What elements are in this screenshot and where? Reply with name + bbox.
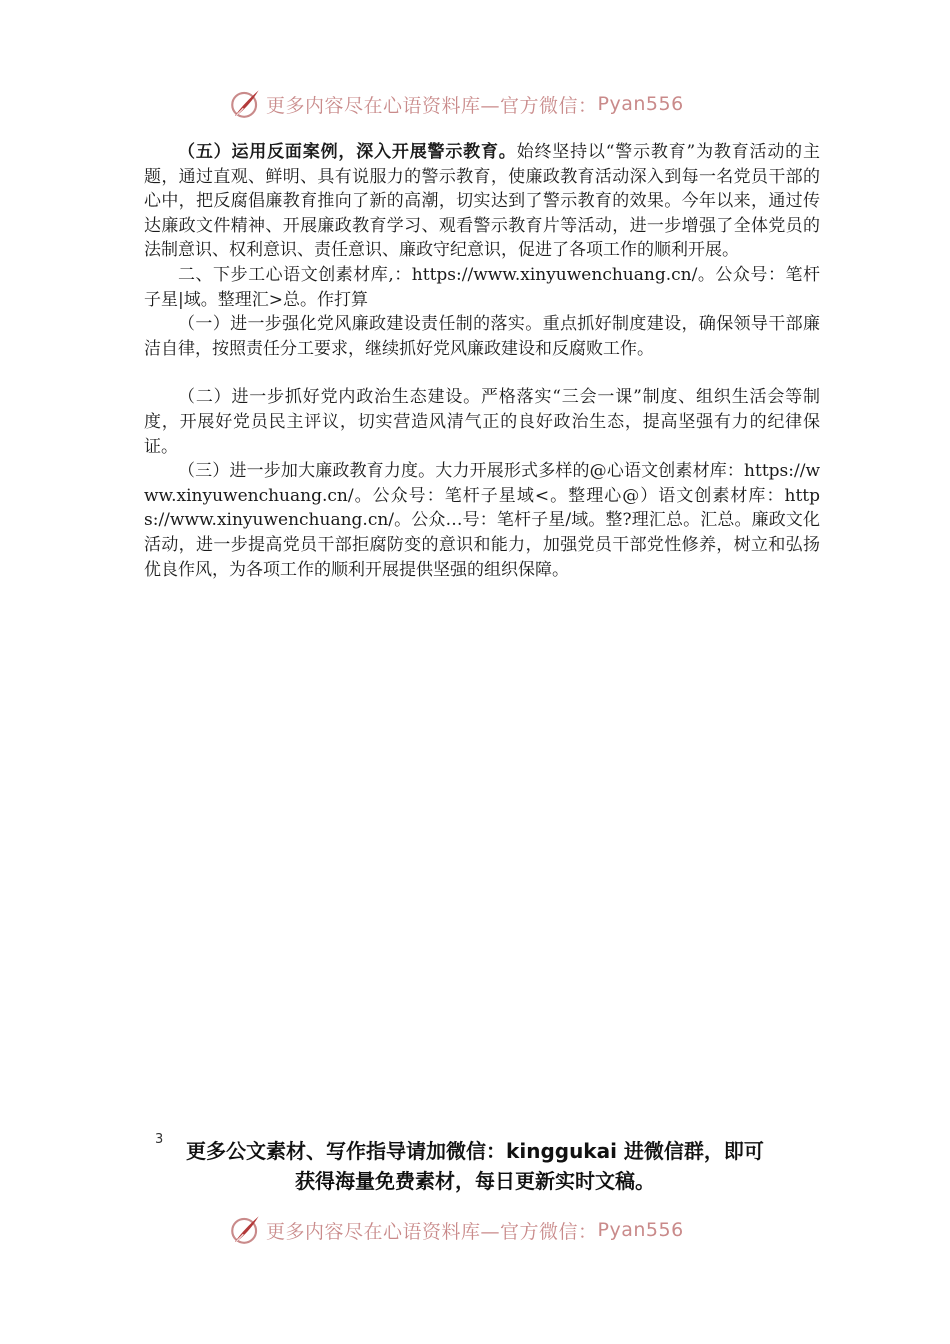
- paragraph-next-steps-heading: 二、下步工心语文创素材库,：https://www.xinyuwenchuang.cn/。公众号：笔杆子星|域。整理汇>总。作打算: [144, 264, 820, 310]
- footer-line-1: 更多公文素材、写作指导请加微信：kinggukai 进微信群，即可: [186, 1139, 764, 1163]
- watermark-text: 更多内容尽在心语资料库—官方微信：: [266, 1220, 598, 1243]
- paragraph-warning-education: [144, 140, 820, 263]
- watermark-code: Pyan556: [597, 93, 684, 115]
- footer-line-2: 获得海量免费素材，每日更新实时文稿。: [295, 1169, 655, 1193]
- paragraph-lead-heading: （五）运用反面案例，深入开展警示教育。: [178, 142, 517, 162]
- paragraph-item-one: （一）进一步强化党风廉政建设责任制的落实。重点抓好制度建设，确保领导干部廉洁自律，按照责任分工要求，继续抓好党风廉政建设和反腐败工作。: [144, 314, 820, 359]
- quill-pen-logo-icon: [228, 1213, 262, 1247]
- blank-line: [144, 361, 820, 385]
- quill-pen-logo-icon: [228, 87, 262, 121]
- page-number: 3: [155, 1132, 164, 1147]
- paragraph-text: 始终坚持以“警示教育”为教育活动的主题，通过直观、鲜明、具有说服力的警示教育，使廉政教育活动深入到每一名党员干部的心中，把反腐倡廉教育推向了新的高潮，切实达到了警示教育的效果。今年以来，通过传达廉政文件精神、开展廉政教育学习、观看警示教育片等活动，进一步增强了全体党员的法制意识、权利意识、责任意识、廉政守纪意识，促进了各项工作的顺利开展。: [144, 142, 821, 261]
- footer-watermark: [228, 1212, 748, 1248]
- header-watermark: [228, 86, 748, 122]
- watermark-text: 更多内容尽在心语资料库—官方微信：: [266, 94, 598, 117]
- paragraph-item-two: （二）进一步抓好党内政治生态建设。严格落实“三会一课”制度、组织生活会等制度，开展好党员民主评议，切实营造风清气正的良好政治生态，提高坚强有力的纪律保证。: [144, 387, 820, 457]
- footer-note: [0, 1136, 950, 1196]
- paragraph-item-three: （三）进一步加大廉政教育力度。大力开展形式多样的@心语文创素材库：https://www.xinyuwenchuang.cn/。公众号：笔杆子星域<。整理心@）语文创素材库：https://www.xinyuwenchuang.cn/。公众…号：笔杆子星/域。整?理汇总。汇总。廉政文化活动，进一步提高党员干部拒腐防变的意识和能力，加强党员干部党性修养，树立和弘扬优良作风，为各项工作的顺利开展提供坚强的组织保障。: [144, 461, 820, 580]
- document-body: [144, 140, 820, 582]
- watermark-code: Pyan556: [597, 1219, 684, 1241]
